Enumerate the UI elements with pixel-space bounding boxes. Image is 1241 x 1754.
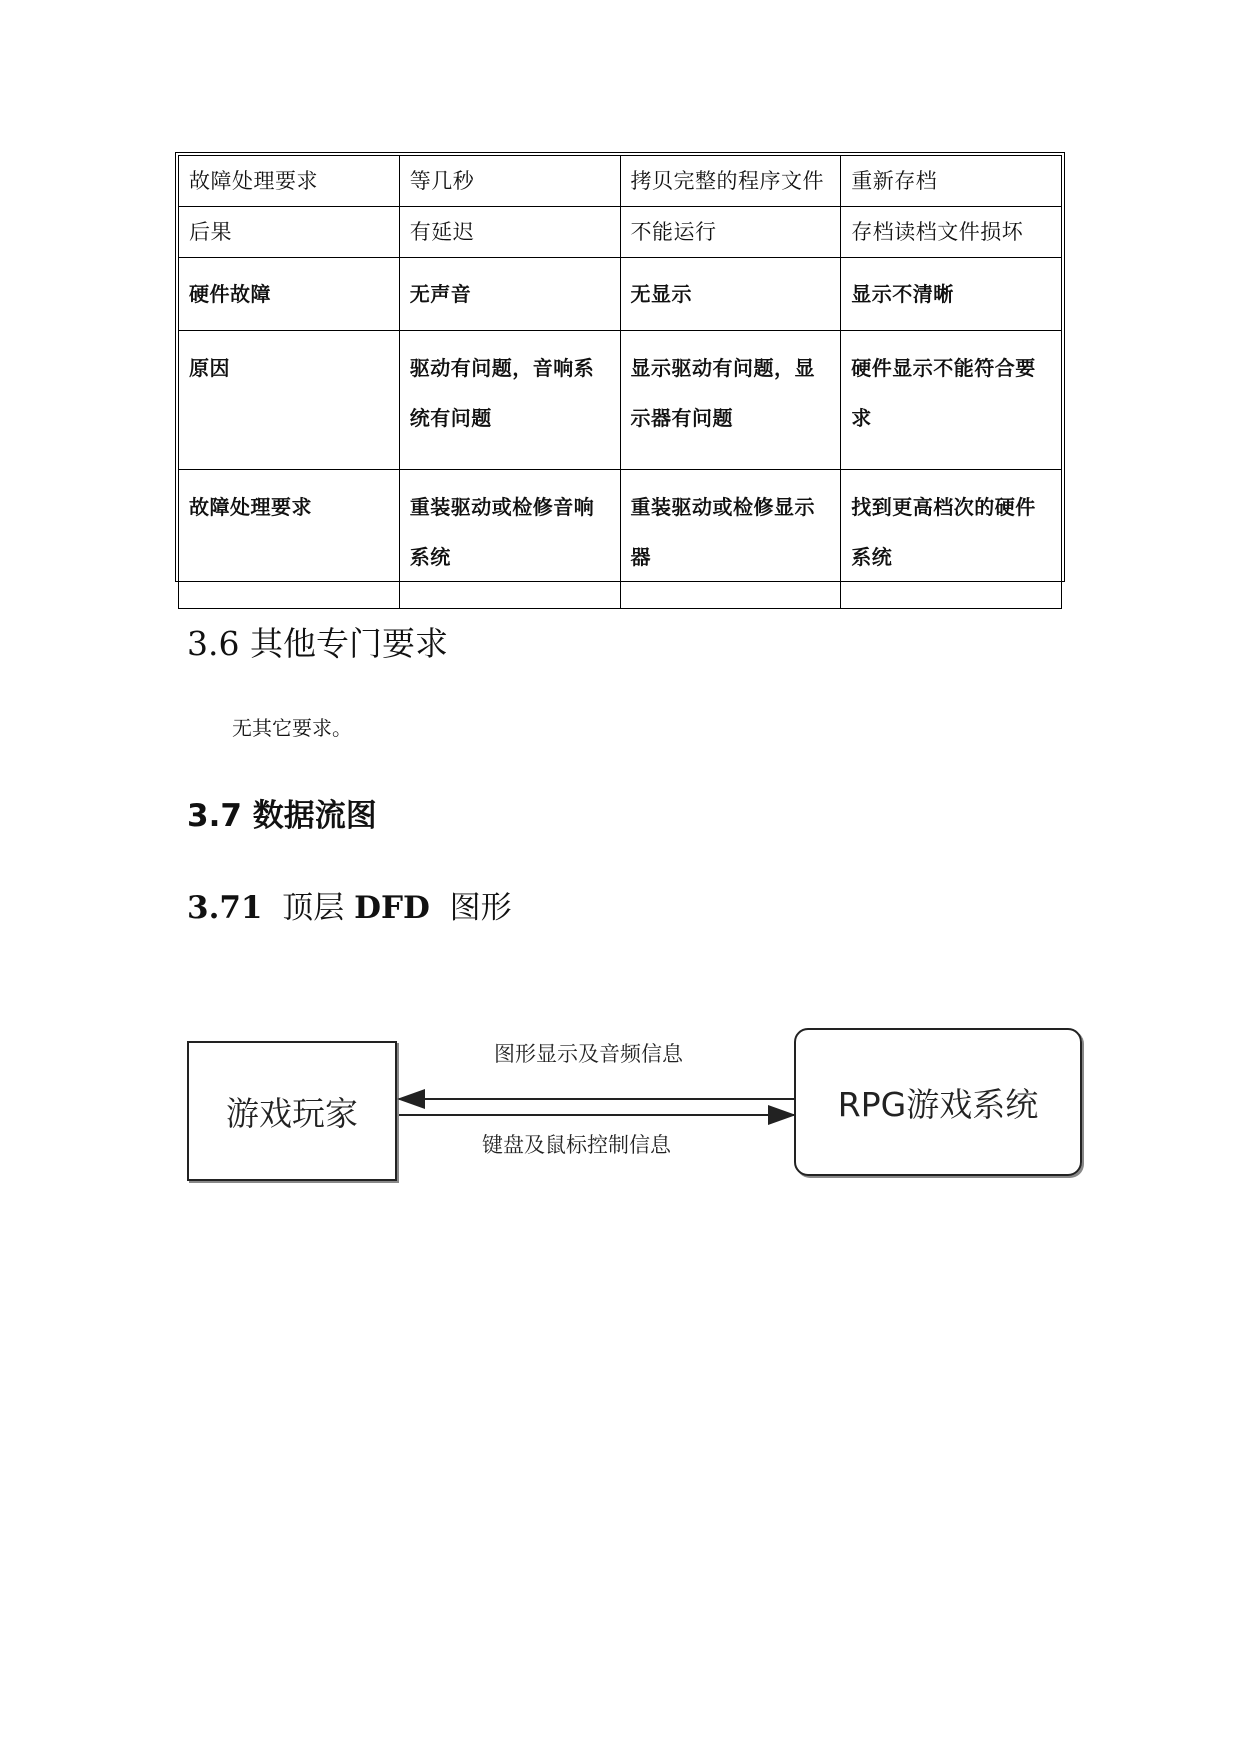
section-heading-3-6: 3.6 其他专门要求 [187, 624, 448, 663]
flow-label-to-system: 键盘及鼠标控制信息 [482, 1133, 671, 1157]
flow-label-to-player: 图形显示及音频信息 [494, 1042, 683, 1066]
table-row [179, 470, 1062, 609]
table-row [179, 258, 1062, 331]
table-cell: 重装驱动或检修显示器 [620, 470, 841, 609]
heading-number: 3.71 [187, 890, 263, 926]
table-cell: 重新存档 [841, 156, 1062, 207]
table-row [179, 331, 1062, 470]
process-rpg-game-system: RPG游戏系统 [794, 1028, 1082, 1176]
heading-dfd: DFD [354, 890, 430, 926]
table-cell: 硬件显示不能符合要求 [841, 331, 1062, 470]
table-cell: 等几秒 [399, 156, 620, 207]
table-row [179, 207, 1062, 258]
heading-text-end: 图形 [449, 890, 512, 926]
section-heading-3-7: 3.7 数据流图 [187, 798, 377, 834]
section-heading-3-71 [187, 882, 512, 927]
table-row [179, 156, 1062, 207]
table-cell: 故障处理要求 [179, 156, 400, 207]
table-cell: 有延迟 [399, 207, 620, 258]
table-cell: 后果 [179, 207, 400, 258]
table-cell: 显示驱动有问题，显示器有问题 [620, 331, 841, 470]
table-cell: 重装驱动或检修音响系统 [399, 470, 620, 609]
table-cell: 拷贝完整的程序文件 [620, 156, 841, 207]
heading-text: 顶层 [282, 890, 345, 926]
table-cell: 存档读档文件损坏 [841, 207, 1062, 258]
table-cell: 无声音 [399, 258, 620, 331]
entity-game-player: 游戏玩家 [187, 1041, 397, 1181]
table-cell: 无显示 [620, 258, 841, 331]
table-cell: 原因 [179, 331, 400, 470]
section-body-3-6: 无其它要求。 [232, 716, 352, 740]
table-cell: 硬件故障 [179, 258, 400, 331]
table-cell: 显示不清晰 [841, 258, 1062, 331]
table-cell: 找到更高档次的硬件系统 [841, 470, 1062, 609]
requirements-table [175, 152, 1065, 582]
table-cell: 驱动有问题，音响系统有问题 [399, 331, 620, 470]
table-cell: 故障处理要求 [179, 470, 400, 609]
table-cell: 不能运行 [620, 207, 841, 258]
